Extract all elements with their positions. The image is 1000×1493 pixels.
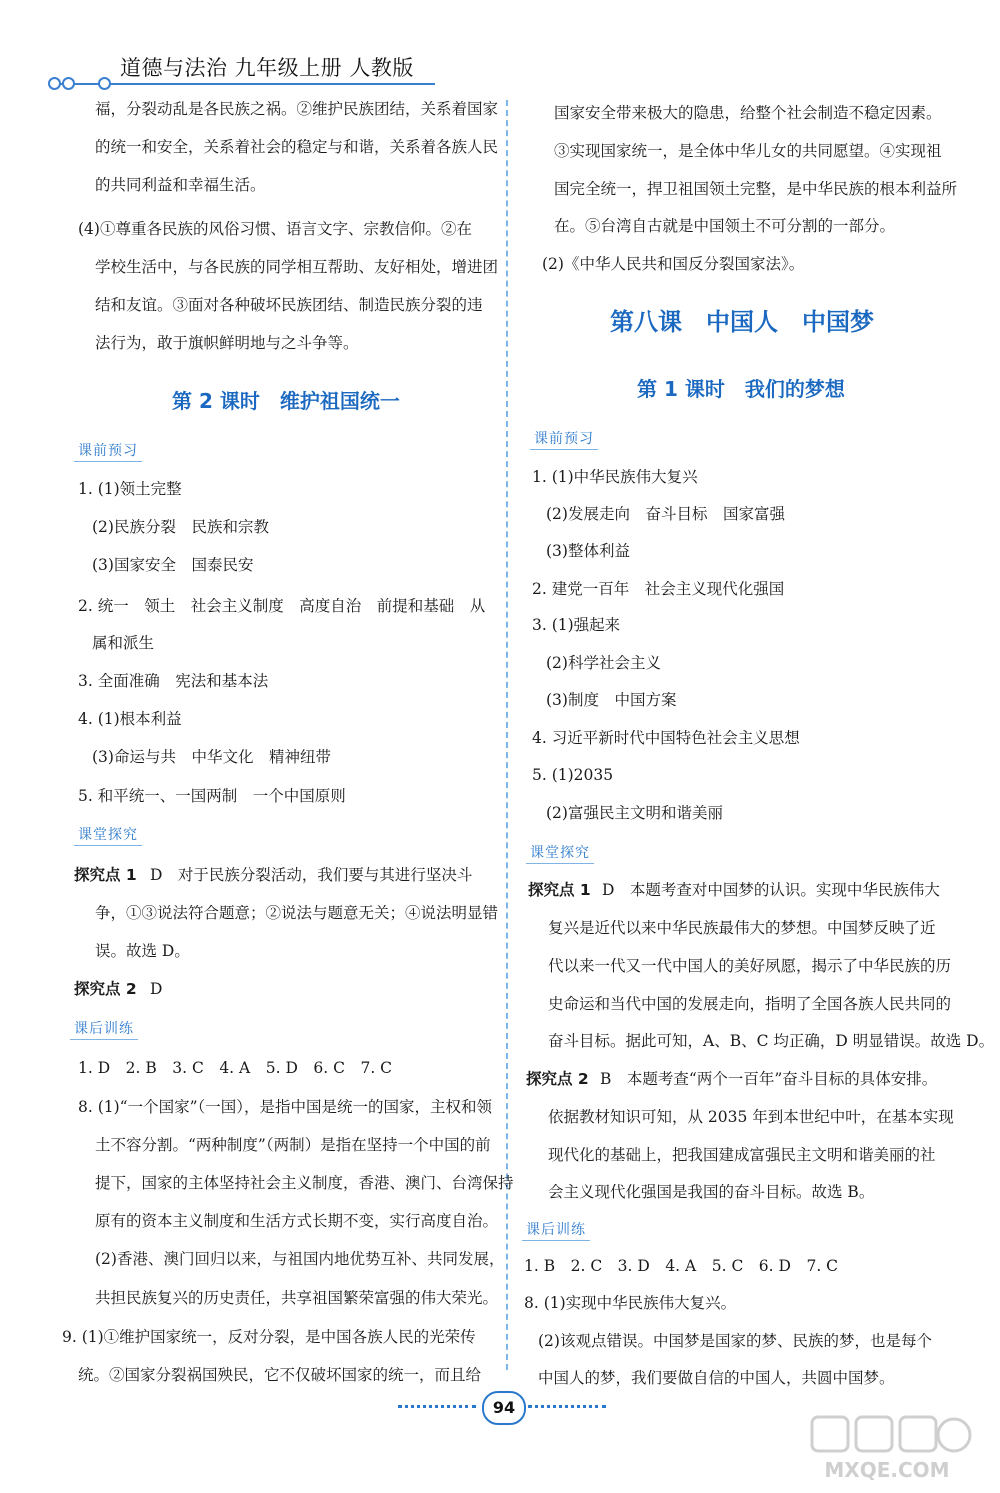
text-line: 在。⑤台湾自古就是中国领土不可分割的一部分。 (554, 217, 896, 235)
answer-line: 2. 建党一百年 社会主义现代化强国 (532, 580, 785, 598)
answer-line: (2)富强民主文明和谐美丽 (546, 804, 723, 822)
text-line: 学校生活中，与各民族的同学相互帮助、友好相处，增进团 (95, 258, 499, 276)
explore-text: D 本题考查对中国梦的认识。实现中华民族伟大 (602, 881, 940, 899)
header-rule-dot (48, 77, 61, 90)
text-line: 国完全统一，捍卫祖国领土完整，是中华民族的根本利益所 (554, 180, 958, 198)
explore-text: 现代化的基础上，把我国建成富强民主文明和谐美丽的社 (548, 1146, 936, 1164)
text-line: 的共同利益和幸福生活。 (95, 176, 266, 194)
page-header (0, 0, 1000, 100)
text-line: 国家安全带来极大的隐患，给整个社会制造不稳定因素。 (554, 104, 942, 122)
answer-line: (3)制度 中国方案 (546, 691, 677, 709)
answer-line: 4. (1)根本利益 (78, 710, 182, 728)
explore-text: B 本题考查“两个一百年”奋斗目标的具体安排。 (600, 1070, 938, 1088)
page-number: 94 (482, 1391, 526, 1425)
answer-line: 9. (1)①维护国家统一，反对分裂，是中国各族人民的光荣传 (62, 1328, 476, 1346)
answer-line: 提下，国家的主体坚持社会主义制度，香港、澳门、台湾保持 (95, 1174, 514, 1192)
section-tag-preview: 课前预习 (74, 440, 142, 462)
answer-line: 8. (1)实现中华民族伟大复兴。 (524, 1294, 737, 1312)
answer-line: (2)科学社会主义 (546, 654, 661, 672)
answer-line: 3. 全面准确 宪法和基本法 (78, 672, 269, 690)
explore-text: 依据教材知识可知，从 2035 年到本世纪中叶，在基本实现 (548, 1108, 954, 1126)
answer-line: 土不容分割。“两种制度”（两制）是指在坚持一个中国的前 (95, 1136, 491, 1154)
section-tag-explore: 课堂探究 (526, 842, 594, 864)
section-tag-after: 课后训练 (70, 1018, 138, 1040)
book-title: 道德与法治 九年级上册 人教版 (120, 56, 414, 80)
answer-line: (3)命运与共 中华文化 精神纽带 (92, 748, 331, 766)
text-line: 的统一和安全，关系着社会的稳定与和谐，关系着各族人民 (95, 138, 499, 156)
answer-line: (3)国家安全 国泰民安 (92, 556, 254, 574)
answer-line: (2)该观点错误。中国梦是国家的梦、民族的梦，也是每个 (538, 1332, 932, 1350)
unit-title: 第八课 中国人 中国梦 (610, 308, 874, 336)
text-line: (2)《中华人民共和国反分裂国家法》。 (542, 255, 805, 273)
answer-line: 2. 统一 领土 社会主义制度 高度自治 前提和基础 从 (78, 597, 486, 615)
text-line: 结和友谊。③面对各种破坏民族团结、制造民族分裂的违 (95, 296, 483, 314)
watermark-text: MXQE.COM (824, 1458, 950, 1482)
answer-line: (2)发展走向 奋斗目标 国家富强 (546, 505, 785, 523)
section-tag-explore: 课堂探究 (74, 824, 142, 846)
explore-text: 史命运和当代中国的发展走向，指明了全国各族人民共同的 (548, 995, 952, 1013)
footer-dotted-rule (528, 1405, 606, 1408)
header-rule (55, 83, 435, 85)
answer-line: (2)民族分裂 民族和宗教 (92, 518, 269, 536)
explore-text: 误。故选 D。 (95, 942, 190, 960)
answer-line: 5. 和平统一、一国两制 一个中国原则 (78, 787, 346, 805)
text-line: ③实现国家统一，是全体中华儿女的共同愿望。④实现祖 (554, 142, 942, 160)
text-line: 福，分裂动乱是各民族之祸。②维护民族团结，关系着国家 (95, 100, 499, 118)
answer-line: 1. D 2. B 3. C 4. A 5. D 6. C 7. C (78, 1059, 393, 1077)
explore-point-label: 探究点 2 (526, 1070, 589, 1088)
answer-line: 1. B 2. C 3. D 4. A 5. C 6. D 7. C (524, 1257, 839, 1275)
header-rule-dot (62, 77, 75, 90)
answer-line: 4. 习近平新时代中国特色社会主义思想 (532, 729, 800, 747)
answer-line: 共担民族复兴的历史责任，共享祖国繁荣富强的伟大荣光。 (95, 1289, 499, 1307)
watermark-logo (792, 1413, 982, 1483)
explore-text: 复兴是近代以来中华民族最伟大的梦想。中国梦反映了近 (548, 919, 936, 937)
explore-text: 奋斗目标。据此可知，A、B、C 均正确，D 明显错误。故选 D。 (548, 1032, 995, 1050)
explore-point-label: 探究点 1 (74, 866, 137, 884)
text-line: (4)①尊重各民族的风俗习惯、语言文字、宗教信仰。②在 (78, 220, 472, 238)
answer-line: 5. (1)2035 (532, 766, 614, 784)
header-rule-dot (98, 77, 111, 90)
answer-line: 中国人的梦，我们要做自信的中国人，共圆中国梦。 (538, 1369, 895, 1387)
explore-text: D (150, 980, 163, 998)
answer-line: (3)整体利益 (546, 542, 630, 560)
answer-line: 8. (1)“一个国家”（一国），是指中国是统一的国家，主权和领 (78, 1098, 493, 1116)
section-tag-preview: 课前预习 (530, 428, 598, 450)
answer-line: 统。②国家分裂祸国殃民，它不仅破坏国家的统一，而且给 (78, 1366, 482, 1384)
answer-line: 原有的资本主义制度和生活方式长期不变，实行高度自治。 (95, 1212, 499, 1230)
explore-point-label: 探究点 2 (74, 980, 137, 998)
text-line: 法行为，敢于旗帜鲜明地与之斗争等。 (95, 334, 359, 352)
explore-point-label: 探究点 1 (528, 881, 591, 899)
section-tag-after: 课后训练 (522, 1219, 590, 1241)
answer-line: 属和派生 (92, 634, 155, 652)
lesson-title: 第 2 课时 维护祖国统一 (172, 389, 400, 413)
answer-line: 3. (1)强起来 (532, 616, 621, 634)
footer-dotted-rule (398, 1405, 476, 1408)
explore-text: D 对于民族分裂活动，我们要与其进行坚决斗 (150, 866, 473, 884)
answer-line: 1. (1)中华民族伟大复兴 (532, 468, 698, 486)
lesson-title: 第 1 课时 我们的梦想 (637, 377, 845, 401)
explore-text: 代以来一代又一代中国人的美好夙愿，揭示了中华民族的历 (548, 957, 952, 975)
answer-line: (2)香港、澳门回归以来，与祖国内地优势互补、共同发展， (95, 1250, 505, 1268)
answer-line: 1. (1)领土完整 (78, 480, 182, 498)
explore-text: 争，①③说法符合题意；②说法与题意无关；④说法明显错 (95, 904, 499, 922)
explore-text: 会主义现代化强国是我国的奋斗目标。故选 B。 (548, 1183, 875, 1201)
